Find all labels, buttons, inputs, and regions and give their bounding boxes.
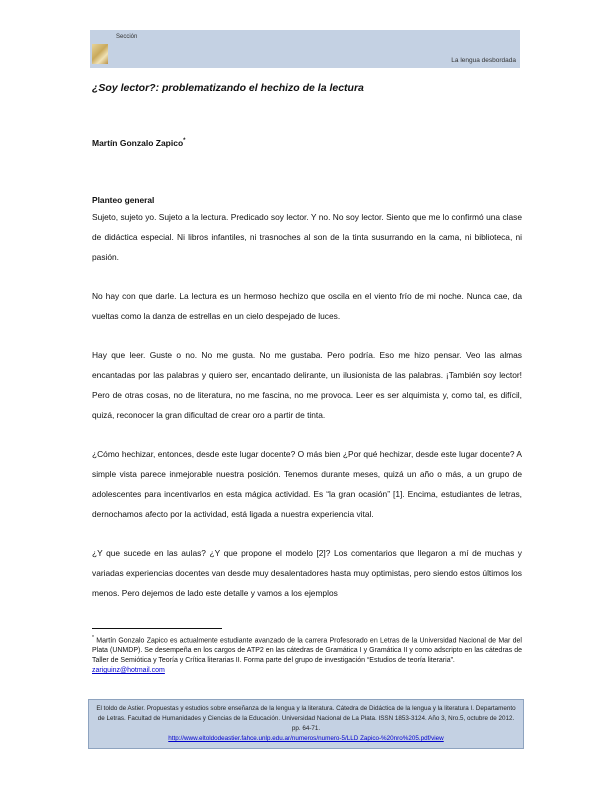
journal-logo	[92, 44, 108, 64]
author-email-link[interactable]: zariguinz@hotmail.com	[92, 667, 165, 675]
footnote	[92, 633, 522, 676]
running-title: La lengua desbordada	[451, 57, 516, 64]
section-label: Sección	[116, 34, 138, 40]
paragraph: ¿Y que sucede en las aulas? ¿Y que propone el modelo [2]? Los comentarios que llegaron a mí de muchas y variadas experiencias docentes van desde muy desalentadores hasta muy optimistas, pero siendo estos últimos los menos. Pero dejemos de lado este detalle y vamos a los ejemplos	[92, 548, 522, 598]
paragraph: No hay con que darle. La lectura es un hermoso hechizo que oscila en el viento frío de mi noche. Nunca cae, da vueltas como la danza de estrellas en un cielo despejado de luces.	[92, 291, 522, 321]
paragraph: ¿Cómo hechizar, entonces, desde este lugar docente? O más bien ¿Por qué hechizar, desde este lugar docente? A simple vista parece inmejorable nuestra posición. Tenemos durante meses, quizá un año o más, a un grupo de adolescentes para incentivarlos en esta mágica actividad. Es “la gran ocasión” [1]. Encima, estudiantes de letras, dernochamos afecto por la actividad, está ligada a nuestra experiencia vital.	[92, 449, 522, 519]
author-text: Martín Gonzalo Zapico	[92, 138, 184, 148]
citation-footer	[88, 699, 524, 749]
paragraph: Hay que leer. Guste o no. No me gusta. No me gustaba. Pero podría. Eso me hizo pensar. Veo las almas encantadas por las palabras y quiero ser, encantado delirante, un ilusionista de las palabras. ¡También soy lector! Pero de otras cosas, no de literatura, no me fascina, no me provoca. Leer es ser alquimista y, como tal, es difícil, quizá, reconocer la gran dificultad de crear oro a partir de tinta.	[92, 350, 522, 420]
paragraph: Sujeto, sujeto yo. Sujeto a la lectura. Predicado soy lector. Y no. No soy lector. Siento que me lo confirmó una clase de didáctica especial. Ni libros infantiles, ni trasnoches al son de la tinta susurrando en la cama, ni biblioteca, ni pasión.	[92, 212, 522, 262]
citation-text: El toldo de Astier. Propuestas y estudios sobre enseñanza de la lengua y la literatura. Cátedra de Didáctica de la lengua y la literatura I. Departamento de Letras. Facultad de Humanidades y Ciencias de la Educación. Universidad Nacional de La Plata. ISSN 1853-3124. Año 3, Nro.5, octubre de 2012. pp. 64-71.	[96, 705, 516, 732]
author-name	[92, 138, 186, 148]
article-body	[92, 193, 522, 622]
footnote-mark: *	[92, 635, 94, 641]
article-title: ¿Soy lector?: problematizando el hechizo de la lectura	[92, 82, 364, 94]
article-url-link[interactable]: http://www.eltoldodeastier.fahce.unlp.edu.ar/numeros/numero-5/LLD Zapico-%20nro%205.pdf/view	[168, 735, 444, 742]
footnote-divider	[92, 628, 222, 629]
author-footnote-mark[interactable]: *	[183, 138, 186, 145]
section-heading: Planteo general	[92, 195, 155, 205]
footnote-text: Martín Gonzalo Zapico es actualmente estudiante avanzado de la carrera Profesorado en Letras de la Universidad Nacional de Mar del Plata (UNMDP). Se desempeña en los cargos de ATP2 en las cátedras de Gramática I y Gramática II y como adscripto en las cátedras de Taller de Semiótica y Teoría y Crítica literarias II. Forma parte del grupo de investigación “Estudios de teoría literaria”.	[92, 637, 522, 665]
